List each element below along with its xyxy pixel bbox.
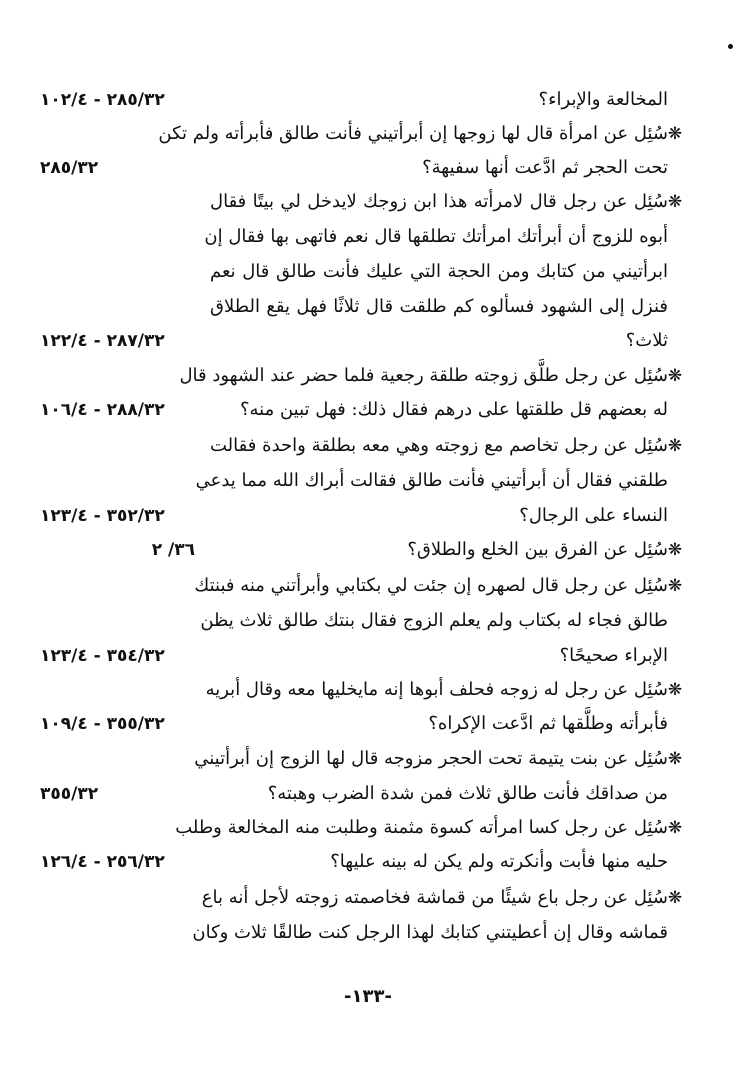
entry-line: ثلاث؟ xyxy=(625,330,668,351)
entry-reference: ٣٦/ ٢ xyxy=(151,540,195,560)
margin-dot xyxy=(728,44,733,49)
entry-line: سُئِل عن امرأة قال لها زوجها إن أبرأتيني فأنت طالق فأبرأته ولم تكن xyxy=(158,123,668,144)
entry-reference: ٣٥٢/٣٢ - ١٢٣/٤ xyxy=(40,506,165,526)
bullet-icon: ❋ xyxy=(667,680,683,700)
entry-line: تحت الحجر ثم ادَّعت أنها سفيهة؟ xyxy=(422,157,668,178)
entry-line: سُئِل عن بنت يتيمة تحت الحجر مزوجه قال لها الزوج إن أبرأتيني xyxy=(194,748,668,769)
entry-line: قماشه وقال إن أعطيتني كتابك لهذا الرجل كنت طالقًا ثلاث وكان xyxy=(192,922,668,943)
entry-line: طلقني فقال أن أبرأتيني فأنت طالق فقالت أبراك الله مما يدعي xyxy=(195,470,668,491)
entry-reference: ٢٥٦/٣٢ - ١٢٦/٤ xyxy=(40,852,165,872)
entry-reference: ٢٨٥/٣٢ xyxy=(40,158,99,178)
bullet-icon: ❋ xyxy=(667,540,683,560)
entry-line: سُئِل عن الفرق بين الخلع والطلاق؟ xyxy=(407,539,668,560)
entry-reference: ٣٥٤/٣٢ - ١٢٣/٤ xyxy=(40,646,165,666)
entry-line: سُئِل عن رجل باع شيئًا من قماشة فخاصمته زوجته لأجل أنه باع xyxy=(201,887,668,908)
entry-reference: ٣٥٥/٣٢ - ١٠٩/٤ xyxy=(40,714,165,734)
bullet-icon: ❋ xyxy=(667,436,683,456)
entry-reference: ٣٥٥/٣٢ xyxy=(40,784,99,804)
bullet-icon: ❋ xyxy=(667,888,683,908)
bullet-icon: ❋ xyxy=(667,818,683,838)
bullet-icon: ❋ xyxy=(667,192,683,212)
bullet-icon: ❋ xyxy=(667,124,683,144)
entry-reference: ٢٨٥/٣٢ - ١٠٢/٤ xyxy=(40,90,165,110)
entry-line: سُئِل عن رجل طلَّق زوجته طلقة رجعية فلما حضر عند الشهود قال xyxy=(179,365,668,386)
entry-line: سُئِل عن رجل كسا امرأته كسوة مثمنة وطلبت منه المخالعة وطلب xyxy=(175,817,668,838)
entry-reference: ٢٨٨/٣٢ - ١٠٦/٤ xyxy=(40,400,165,420)
entry-line: له بعضهم قل طلقتها على درهم فقال ذلك: فهل تبين منه؟ xyxy=(239,399,668,420)
bullet-icon: ❋ xyxy=(667,576,683,596)
entry-reference: ٢٨٧/٣٢ - ١٢٢/٤ xyxy=(40,331,165,351)
entry-line: سُئِل عن رجل له زوجه فحلف أبوها إنه مايخليها معه وقال أبريه xyxy=(205,679,668,700)
page-number: -١٣٣- xyxy=(344,986,392,1007)
entry-line: النساء على الرجال؟ xyxy=(519,505,668,526)
bullet-icon: ❋ xyxy=(667,366,683,386)
entry-line: حليه منها فأبت وأنكرته ولم يكن له بينه عليها؟ xyxy=(330,851,668,872)
entry-line: ابرأتيني من كتابك ومن الحجة التي عليك فأنت طالق قال نعم xyxy=(210,261,668,282)
entry-line: سُئِل عن رجل قال لامرأته هذا ابن زوجك لايدخل لي بيتًا فقال xyxy=(210,191,668,212)
entry-line: الإبراء صحيحًا؟ xyxy=(559,645,668,666)
entry-line: المخالعة والإبراء؟ xyxy=(538,89,668,110)
bullet-icon: ❋ xyxy=(667,749,683,769)
entry-line: فأبرأته وطلَّقها ثم ادَّعت الإكراه؟ xyxy=(428,713,668,734)
entry-line: طالق فجاء له بكتاب ولم يعلم الزوج فقال بنتك طالق ثلاث يظن xyxy=(200,610,668,631)
entry-line: أبوه للزوج أن أبرأتك امرأتك تطلقها قال نعم فاتهى بها فقال إن xyxy=(204,226,668,247)
entry-line: سُئِل عن رجل تخاصم مع زوجته وهي معه بطلقة واحدة فقالت xyxy=(210,435,668,456)
entry-line: سُئِل عن رجل قال لصهره إن جئت لي بكتابي وأبرأتني منه فبنتك xyxy=(194,575,668,596)
entry-line: فنزل إلى الشهود فسألوه كم طلقت قال ثلاثًا فهل يقع الطلاق xyxy=(210,296,668,317)
entry-line: من صداقك فأنت طالق ثلاث فمن شدة الضرب وهبته؟ xyxy=(267,783,668,804)
